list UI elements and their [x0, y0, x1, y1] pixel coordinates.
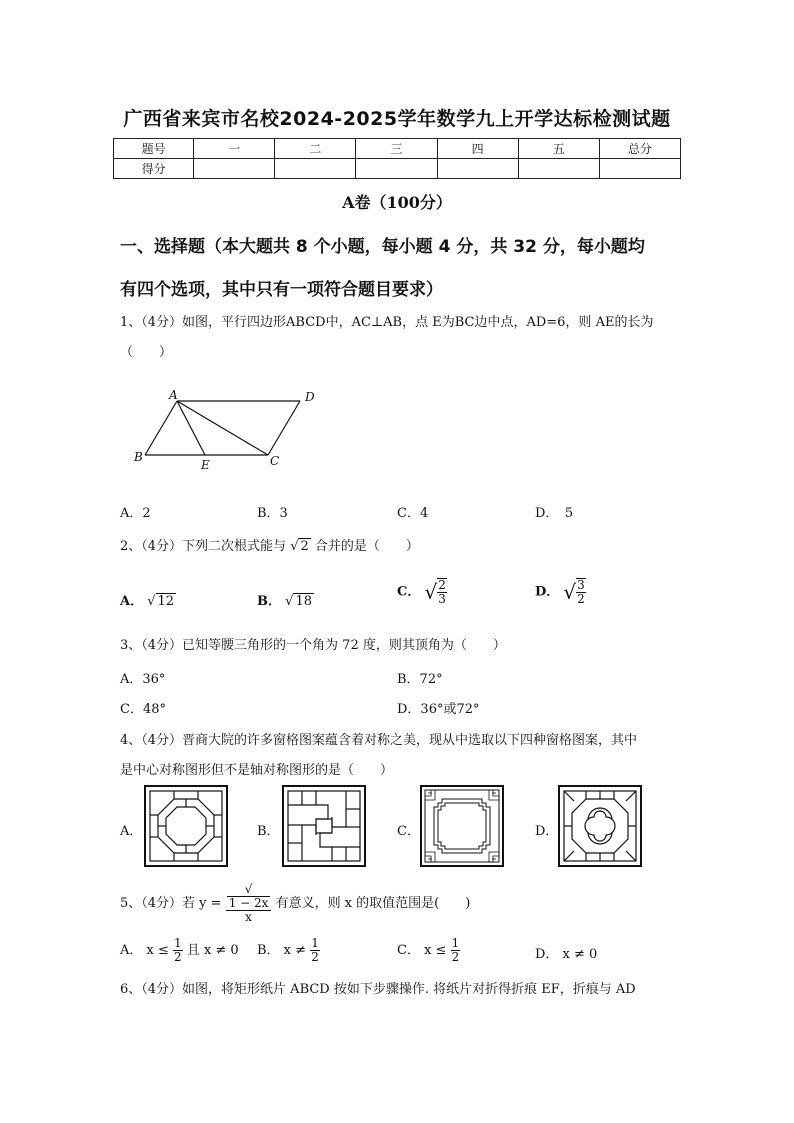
vertex-label-d: D — [305, 390, 315, 404]
question-5-text — [120, 883, 685, 924]
sqrt-sign-icon: √ — [147, 594, 156, 609]
score-input-cell[interactable] — [518, 159, 599, 179]
question-2-text — [120, 537, 685, 557]
q5-option-c[interactable] — [397, 937, 460, 964]
q5-fraction — [226, 883, 272, 924]
q2-option-b-label: B． — [257, 594, 281, 609]
score-cell: 题号 — [114, 139, 194, 159]
sqrt-sign-icon: √ — [285, 594, 294, 609]
window-pattern-a-icon[interactable] — [144, 785, 228, 867]
q5-frac-num-radicand: 1 − 2x — [228, 896, 269, 910]
score-cell: 得分 — [114, 159, 194, 179]
q5-frac-den: x — [245, 910, 252, 924]
q2-option-a[interactable] — [120, 590, 176, 609]
window-pattern-b-icon[interactable] — [282, 785, 366, 867]
q5-option-a-pre: A． x ≤ — [120, 943, 169, 958]
score-input-cell[interactable] — [275, 159, 356, 179]
q2-text-pre: 2、（4分）下列二次根式能与 — [120, 539, 287, 554]
score-table-score-row — [114, 159, 681, 179]
vertex-label-b: B — [134, 450, 143, 464]
q5-option-c-fraction — [451, 937, 461, 964]
q1-option-b[interactable]: B．3 — [257, 506, 288, 521]
q2-option-c-label: C． — [397, 584, 421, 600]
q5-option-c-pre: C． x ≤ — [397, 943, 447, 958]
q2-radicand: 2 — [300, 539, 309, 554]
q2-option-a-label: A． — [120, 594, 144, 609]
q5-option-b[interactable] — [257, 937, 320, 964]
q4-option-d-label[interactable]: D． — [535, 824, 559, 839]
question-1-blank: （ ） — [120, 345, 173, 360]
q2-option-b[interactable] — [257, 590, 314, 609]
section-heading-line2: 有四个选项，其中只有一项符合题目要求） — [120, 280, 443, 300]
q2-text-post: 合并的是（ ） — [314, 539, 419, 554]
q5-text-post: 有意义，则 x 的取值范围是( ) — [275, 896, 471, 911]
volume-heading: A卷（100分） — [342, 193, 452, 212]
score-cell: 一 — [194, 139, 275, 159]
q2-option-d-den: 2 — [577, 592, 585, 606]
q3-option-b[interactable]: B．72° — [397, 672, 443, 687]
q5-option-d[interactable]: D． x ≠ 0 — [535, 947, 598, 962]
q5-option-c-num: 1 — [451, 936, 460, 950]
sqrt-sign-icon: √ — [424, 580, 438, 604]
question-4-text-line1: 4、（4分）晋商大院的许多窗格图案蕴含着对称之美，现从中选取以下四种窗格图案，其中 — [120, 733, 638, 748]
question-1-text: 1、（4分）如图，平行四边形ABCD中，AC⊥AB，点 E为BC边中点，AD=6，则 AE的长为 — [120, 315, 654, 330]
vertex-label-a: A — [169, 388, 178, 402]
q2-option-d-num: 3 — [577, 578, 585, 592]
q1-option-d[interactable]: D． 5 — [535, 506, 574, 521]
q4-option-a-label[interactable]: A． — [120, 824, 143, 839]
vertex-label-e: E — [201, 458, 210, 472]
sqrt-sign-icon: √ — [244, 882, 253, 896]
score-cell: 总分 — [599, 139, 680, 159]
sqrt-sign-icon: √ — [563, 580, 577, 604]
window-pattern-c-icon[interactable] — [420, 785, 504, 867]
q5-option-b-den: 2 — [311, 950, 319, 964]
section-heading-line1: 一、选择题（本大题共 8 个小题，每小题 4 分，共 32 分，每小题均 — [120, 237, 645, 257]
sqrt-sign-icon: √ — [290, 539, 299, 554]
q5-option-a-num: 1 — [174, 936, 182, 950]
q5-option-b-pre: B． x ≠ — [257, 943, 307, 958]
score-table — [113, 138, 681, 179]
question-6-text: 6、（4分）如图，将矩形纸片 ABCD 按如下步骤操作. 将纸片对折得折痕 EF，折痕与 AD — [120, 982, 636, 997]
score-cell: 二 — [275, 139, 356, 159]
q3-option-a[interactable]: A．36° — [120, 672, 166, 687]
window-pattern-d-icon[interactable] — [558, 785, 642, 867]
q2-option-d[interactable] — [535, 578, 586, 606]
score-cell: 五 — [518, 139, 599, 159]
score-cell: 三 — [356, 139, 437, 159]
q4-option-b-label[interactable]: B． — [257, 824, 280, 839]
vertex-label-c: C — [270, 454, 280, 468]
q2-option-c-den: 3 — [438, 592, 446, 606]
score-input-cell[interactable] — [194, 159, 275, 179]
q1-option-a[interactable]: A．2 — [120, 506, 151, 521]
q2-option-a-value: 12 — [157, 594, 175, 609]
question-3-text: 3、（4分）已知等腰三角形的一个角为 72 度，则其顶角为（ ） — [120, 638, 506, 653]
score-cell: 四 — [437, 139, 518, 159]
q2-option-c[interactable] — [397, 578, 447, 606]
q2-option-c-fraction — [437, 578, 447, 606]
q5-option-a-post: 且 x ≠ 0 — [186, 943, 239, 958]
q3-option-c[interactable]: C．48° — [120, 702, 166, 717]
q2-option-c-num: 2 — [438, 578, 446, 592]
q5-option-c-den: 2 — [451, 950, 460, 964]
question-4-text-line2: 是中心对称图形但不是轴对称图形的是（ ） — [120, 763, 394, 778]
q3-option-d[interactable]: D．36°或72° — [397, 702, 480, 717]
q4-option-c-label[interactable]: C． — [397, 824, 420, 839]
q5-option-a[interactable] — [120, 937, 239, 964]
score-input-cell[interactable] — [437, 159, 518, 179]
q5-option-b-fraction — [310, 937, 320, 964]
q2-option-d-fraction — [576, 578, 586, 606]
q2-option-d-label: D． — [535, 584, 560, 600]
page-title: 广西省来宾市名校2024-2025学年数学九上开学达标检测试题 — [123, 108, 671, 130]
q2-option-b-value: 18 — [295, 594, 312, 609]
q5-option-a-fraction — [173, 937, 183, 964]
q5-text-pre: 5、（4分）若 y = — [120, 896, 222, 911]
q5-frac-num — [226, 883, 272, 911]
score-input-cell[interactable] — [599, 159, 680, 179]
parallelogram-figure — [125, 385, 335, 475]
score-table-header-row — [114, 139, 681, 159]
q5-option-b-num: 1 — [311, 936, 319, 950]
q5-option-a-den: 2 — [174, 950, 182, 964]
score-input-cell[interactable] — [356, 159, 437, 179]
q1-option-c[interactable]: C．4 — [397, 506, 429, 521]
